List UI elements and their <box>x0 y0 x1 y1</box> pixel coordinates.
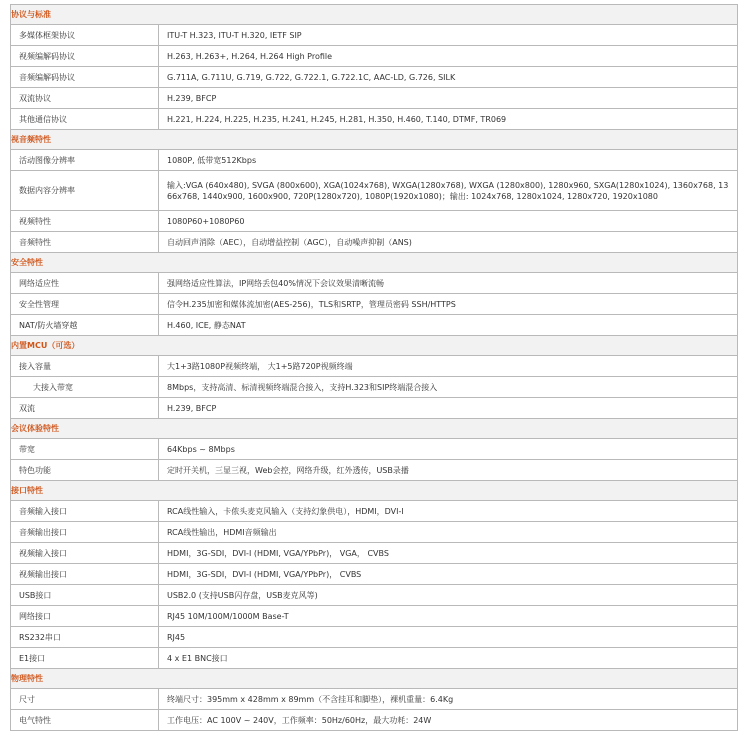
row-value: HDMI，3G-SDI，DVI-I (HDMI, VGA/YPbPr)， VGA， CVBS <box>159 543 738 564</box>
section-header <box>11 419 738 439</box>
row-value: ITU-T H.323, ITU-T H.320, IETF SIP <box>159 25 738 46</box>
row-value: H.460, ICE, 静态NAT <box>159 315 738 336</box>
row-value: 自动回声消除（AEC），自动增益控制（AGC），自动噪声抑制（ANS) <box>159 232 738 253</box>
row-label: 视频编解码协议 <box>11 46 159 67</box>
row-value: RJ45 10M/100M/1000M Base-T <box>159 606 738 627</box>
row-label: E1接口 <box>11 648 159 669</box>
table-row <box>11 315 738 336</box>
row-label: 多媒体框架协议 <box>11 25 159 46</box>
table-row <box>11 543 738 564</box>
table-row <box>11 171 738 211</box>
row-label: 网络接口 <box>11 606 159 627</box>
row-label: USB接口 <box>11 585 159 606</box>
table-row <box>11 710 738 731</box>
section-title: 安全特性 <box>11 253 738 273</box>
row-label: 音频输入接口 <box>11 501 159 522</box>
row-value: 64Kbps ~ 8Mbps <box>159 439 738 460</box>
table-row <box>11 585 738 606</box>
table-row <box>11 273 738 294</box>
row-value: 工作电压：AC 100V ~ 240V，工作频率：50Hz/60Hz，最大功耗：24W <box>159 710 738 731</box>
row-label: 特色功能 <box>11 460 159 481</box>
row-label: 音频输出接口 <box>11 522 159 543</box>
table-row <box>11 627 738 648</box>
row-label: 接入容量 <box>11 356 159 377</box>
table-row <box>11 150 738 171</box>
section-header <box>11 5 738 25</box>
row-value: RCA线性输出，HDMI音频输出 <box>159 522 738 543</box>
row-value: 大1+3路1080P视频终端， 大1+5路720P视频终端 <box>159 356 738 377</box>
table-row <box>11 689 738 710</box>
row-value: H.239, BFCP <box>159 398 738 419</box>
row-value: 输入:VGA (640x480), SVGA (800x600), XGA(1024x768), WXGA(1280x768), WXGA (1280x800), 1280x960, SXGA(1280x1024), 1360x768, 1366x768, 1440x900, 1600x900, 720P(1280x720), 1080P(1920x1080)；输出: 1024x768, 1280x1024, 1280x720, 1920x1080 <box>159 171 738 211</box>
row-label: RS232串口 <box>11 627 159 648</box>
row-label: 其他通信协议 <box>11 109 159 130</box>
row-label: NAT/防火墙穿越 <box>11 315 159 336</box>
section-title: 会议体验特性 <box>11 419 738 439</box>
table-row <box>11 522 738 543</box>
table-row <box>11 460 738 481</box>
row-label: 尺寸 <box>11 689 159 710</box>
row-label: 活动图像分辨率 <box>11 150 159 171</box>
section-title: 物理特性 <box>11 669 738 689</box>
row-value: G.711A, G.711U, G.719, G.722, G.722.1, G.722.1C, AAC-LD, G.726, SILK <box>159 67 738 88</box>
table-row <box>11 356 738 377</box>
row-value: 强网络适应性算法，IP网络丢包40%情况下会议效果清晰流畅 <box>159 273 738 294</box>
spec-table <box>10 4 738 731</box>
table-row <box>11 67 738 88</box>
table-row <box>11 25 738 46</box>
row-label: 电气特性 <box>11 710 159 731</box>
table-row <box>11 606 738 627</box>
row-value: 8Mbps，支持高清、标清视频终端混合接入，支持H.323和SIP终端混合接入 <box>159 377 738 398</box>
section-header <box>11 336 738 356</box>
row-label: 网络适应性 <box>11 273 159 294</box>
section-header <box>11 130 738 150</box>
table-row <box>11 109 738 130</box>
row-value: H.263, H.263+, H.264, H.264 High Profile <box>159 46 738 67</box>
row-value: RCA线性输入，卡侬头麦克风输入（支持幻象供电），HDMI，DVI-I <box>159 501 738 522</box>
row-label: 双流 <box>11 398 159 419</box>
row-value: 1080P60+1080P60 <box>159 211 738 232</box>
row-value: 终端尺寸：395mm x 428mm x 89mm（不含挂耳和脚垫），裸机重量：6.4Kg <box>159 689 738 710</box>
row-label: 数据内容分辨率 <box>11 171 159 211</box>
row-label: 音频编解码协议 <box>11 67 159 88</box>
section-title: 接口特性 <box>11 481 738 501</box>
table-row <box>11 88 738 109</box>
table-row <box>11 294 738 315</box>
section-title: 视音频特性 <box>11 130 738 150</box>
row-value: RJ45 <box>159 627 738 648</box>
table-row <box>11 377 738 398</box>
row-label: 视频输入接口 <box>11 543 159 564</box>
table-row <box>11 398 738 419</box>
row-value: 信令H.235加密和媒体流加密(AES-256)，TLS和SRTP，管理员密码 SSH/HTTPS <box>159 294 738 315</box>
table-row <box>11 564 738 585</box>
table-row <box>11 211 738 232</box>
table-row <box>11 232 738 253</box>
section-header <box>11 253 738 273</box>
row-value: 定时开关机，三显三视，Web会控，网络升级，红外透传，USB录播 <box>159 460 738 481</box>
row-label: 大接入带宽 <box>11 377 159 398</box>
section-header <box>11 669 738 689</box>
row-label: 安全性管理 <box>11 294 159 315</box>
table-row <box>11 501 738 522</box>
section-header <box>11 481 738 501</box>
row-label: 视频特性 <box>11 211 159 232</box>
row-value: USB2.0 (支持USB闪存盘，USB麦克风等) <box>159 585 738 606</box>
row-value: 4 x E1 BNC接口 <box>159 648 738 669</box>
row-value: H.221, H.224, H.225, H.235, H.241, H.245, H.281, H.350, H.460, T.140, DTMF, TR069 <box>159 109 738 130</box>
section-title: 协议与标准 <box>11 5 738 25</box>
row-label: 双流协议 <box>11 88 159 109</box>
row-label: 音频特性 <box>11 232 159 253</box>
row-value: HDMI，3G-SDI，DVI-I (HDMI, VGA/YPbPr)， CVBS <box>159 564 738 585</box>
row-label: 带宽 <box>11 439 159 460</box>
section-title: 内置MCU（可选） <box>11 336 738 356</box>
row-value: H.239, BFCP <box>159 88 738 109</box>
row-value: 1080P, 低带宽512Kbps <box>159 150 738 171</box>
table-row <box>11 439 738 460</box>
table-row <box>11 648 738 669</box>
table-row <box>11 46 738 67</box>
row-label: 视频输出接口 <box>11 564 159 585</box>
